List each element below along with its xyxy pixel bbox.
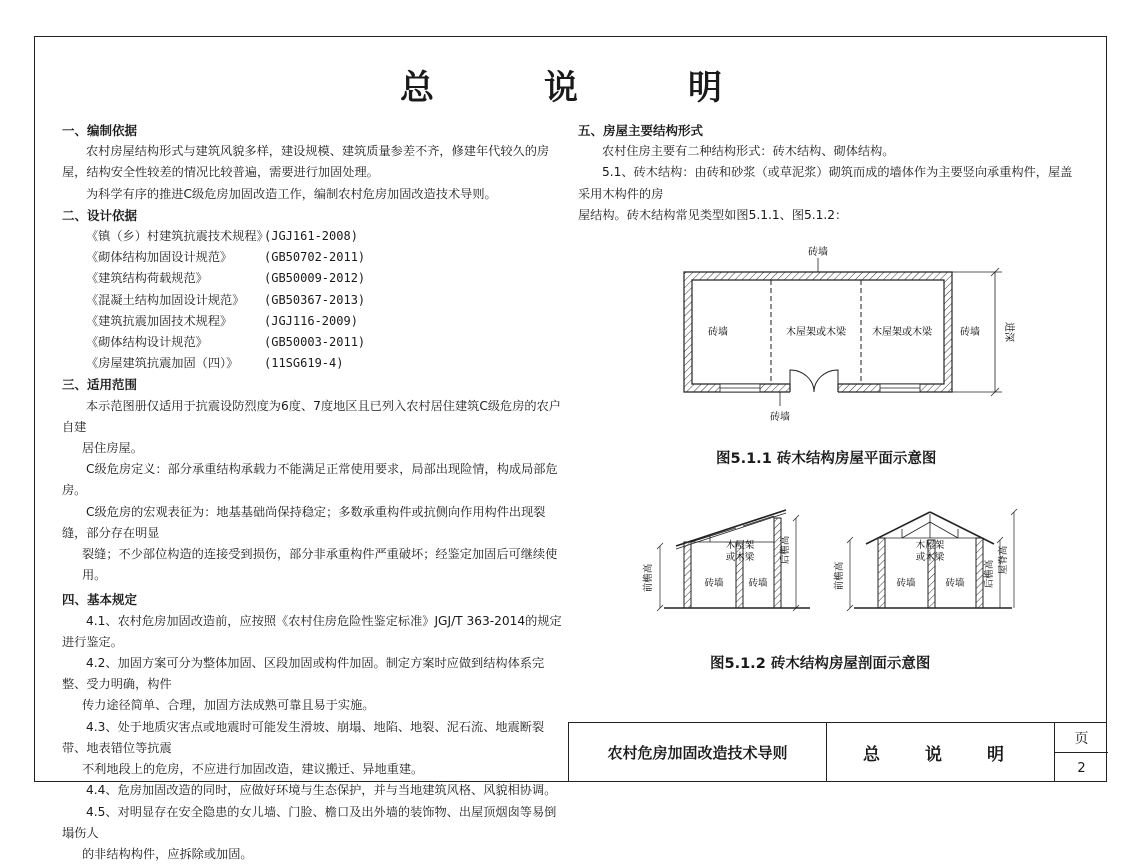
standard-item (62, 247, 562, 268)
plan-label-mid1: 木屋架或木梁 (786, 327, 846, 338)
standard-name: 《镇（乡）村建筑抗震技术规程》 (86, 229, 269, 244)
rule-4-1: 4.1、农村危房加固改造前，应按照《农村住房危险性鉴定标准》JGJ/T 363-2014的规定进行鉴定。 (62, 613, 562, 649)
section-a (642, 510, 810, 611)
section-3-para-2: C级危房定义：部分承重结构承载力不能满足正常使用要求，局部出现险情，构成局部危房。 (62, 462, 558, 498)
section-diagrams (640, 500, 1040, 620)
standard-code: (JGJ161-2008) (264, 229, 358, 244)
standard-item (62, 353, 562, 374)
standard-code: (JGJ116-2009) (264, 313, 358, 328)
rule-4-4: 4.4、危房加固改造的同时，应做好环境与生态保护，并与当地建筑风格、风貌相协调。 (86, 783, 557, 798)
plan-label-bottom: 砖墙 (770, 412, 790, 423)
section-1-heading: 一、编制依据 (62, 123, 138, 138)
standard-code: (GB50702-2011) (264, 250, 366, 265)
section-a-wall-1: 砖墙 (704, 578, 724, 589)
section-a-truss-1: 木屋架 (725, 540, 755, 551)
section-4-heading: 四、基本规定 (62, 592, 138, 608)
section-b-ridge: 屋脊高 (998, 545, 1009, 575)
standard-name: 《建筑结构荷载规范》 (86, 271, 208, 286)
title-block-sheet: 总 说 明 (827, 723, 1055, 782)
standard-code: (11SG619-4) (264, 356, 344, 371)
title-block-project: 农村危房加固改造技术导则 (569, 723, 827, 782)
standard-item (62, 332, 562, 353)
left-column (62, 120, 562, 865)
section-a-front-eave: 前檐高 (643, 563, 654, 593)
section-a-wall-2: 砖墙 (748, 578, 768, 589)
section-3-para-3b: 裂缝；不少部位构造的连接受到损伤，部分非承重构件严重破坏；经鉴定加固后可继续使用。 (82, 547, 558, 583)
title-block (568, 722, 1107, 782)
standard-name: 《建筑抗震加固技术规程》 (86, 313, 233, 328)
section-2-heading: 二、设计依据 (62, 207, 138, 223)
section-b-wall-1: 砖墙 (896, 578, 916, 589)
plan-label-depth: 进深 (1003, 322, 1014, 342)
title-block-page-number: 2 (1077, 760, 1086, 776)
plan-label-mid2: 木屋架或木梁 (872, 327, 932, 338)
standard-item (62, 268, 562, 289)
section-3-para-3a: C级危房的宏观表征为：地基基础尚保持稳定；多数承重构件或抗侧向作用构件出现裂缝，部分存在明显 (62, 504, 546, 540)
section-b (833, 509, 1017, 611)
section-5-heading: 五、房屋主要结构形式 (578, 123, 704, 138)
rule-4-3b: 不利地段上的危房，不应进行加固改造，建议搬迁、异地重建。 (82, 762, 424, 777)
standard-code: (GB50367-2013) (264, 292, 366, 307)
section-b-wall-2: 砖墙 (945, 578, 965, 589)
section-5-para-2a: 5.1、砖木结构：由砖和砂浆（或草泥浆）砌筑而成的墙体作为主要竖向承重构件，屋盖采用木构件的房 (578, 165, 1073, 201)
section-5-para-2b: 屋结构。砖木结构常见类型如图5.1.1、图5.1.2： (578, 207, 848, 222)
plan-label-right: 砖墙 (960, 327, 980, 338)
section-a-rear-eave: 后檐高 (780, 535, 791, 565)
standard-item (62, 290, 562, 311)
standard-code: (GB50003-2011) (264, 335, 366, 350)
section-b-truss-1: 木屋架 (915, 540, 945, 551)
standard-name: 《砌体结构加固设计规范》 (86, 250, 233, 265)
section-b-truss-2: 或木梁 (915, 552, 945, 563)
page-title: 总 说 明 (400, 68, 760, 108)
section-3-para-1b: 居住房屋。 (82, 441, 143, 456)
right-column (578, 120, 1078, 226)
standard-name: 《混凝土结构加固设计规范》 (86, 292, 245, 307)
section-b-rear-eave: 后檐高 (984, 559, 995, 589)
plan-label-top: 砖墙 (808, 247, 828, 258)
standard-name: 《砌体结构设计规范》 (86, 335, 208, 350)
plan-diagram (640, 240, 1020, 430)
rule-4-2a: 4.2、加固方案可分为整体加固、区段加固或构件加固。制定方案时应做到结构体系完整、受力明确，构件 (62, 656, 545, 692)
standard-name: 《房屋建筑抗震加固（四）》 (86, 356, 239, 371)
section-a-truss-2: 或木梁 (725, 552, 755, 563)
section-1-para-2: 为科学有序的推进C级危房加固改造工作，编制农村危房加固改造技术导则。 (86, 186, 497, 201)
rule-4-3a: 4.3、处于地质灾害点或地震时可能发生滑坡、崩塌、地陷、地裂、泥石流、地震断裂带、地表错位等抗震 (62, 719, 545, 755)
section-3-para-1a: 本示范图册仅适用于抗震设防烈度为6度、7度地区且已列入农村居住建筑C级危房的农户自建 (62, 398, 561, 434)
section-1-para-1: 农村房屋结构形式与建筑风貌多样，建设规模、建筑质量参差不齐，修建年代较久的房屋，结构安全性较差的情况比较普遍，需要进行加固处理。 (62, 144, 550, 180)
figure-5-1-2-caption: 图5.1.2 砖木结构房屋剖面示意图 (710, 656, 931, 672)
rule-4-5a: 4.5、对明显存在安全隐患的女儿墙、门脸、檐口及出外墙的装饰物、出屋顶烟囱等易倒塌伤人 (62, 804, 557, 840)
plan-label-left: 砖墙 (708, 327, 728, 338)
section-b-front-eave: 前檐高 (834, 561, 845, 591)
rule-4-5b: 的非结构构件，应拆除或加固。 (82, 846, 253, 861)
title-block-page-label: 页 (1055, 723, 1108, 753)
standard-item (62, 226, 562, 247)
section-3-heading: 三、适用范围 (62, 377, 138, 393)
standard-item (62, 311, 562, 332)
figure-5-1-1-caption: 图5.1.1 砖木结构房屋平面示意图 (716, 451, 937, 467)
rule-4-2b: 传力途径简单、合理，加固方法成熟可靠且易于实施。 (82, 698, 375, 713)
section-5-para-1: 农村住房主要有二种结构形式：砖木结构、砌体结构。 (602, 144, 895, 159)
standard-code: (GB50009-2012) (264, 271, 366, 286)
